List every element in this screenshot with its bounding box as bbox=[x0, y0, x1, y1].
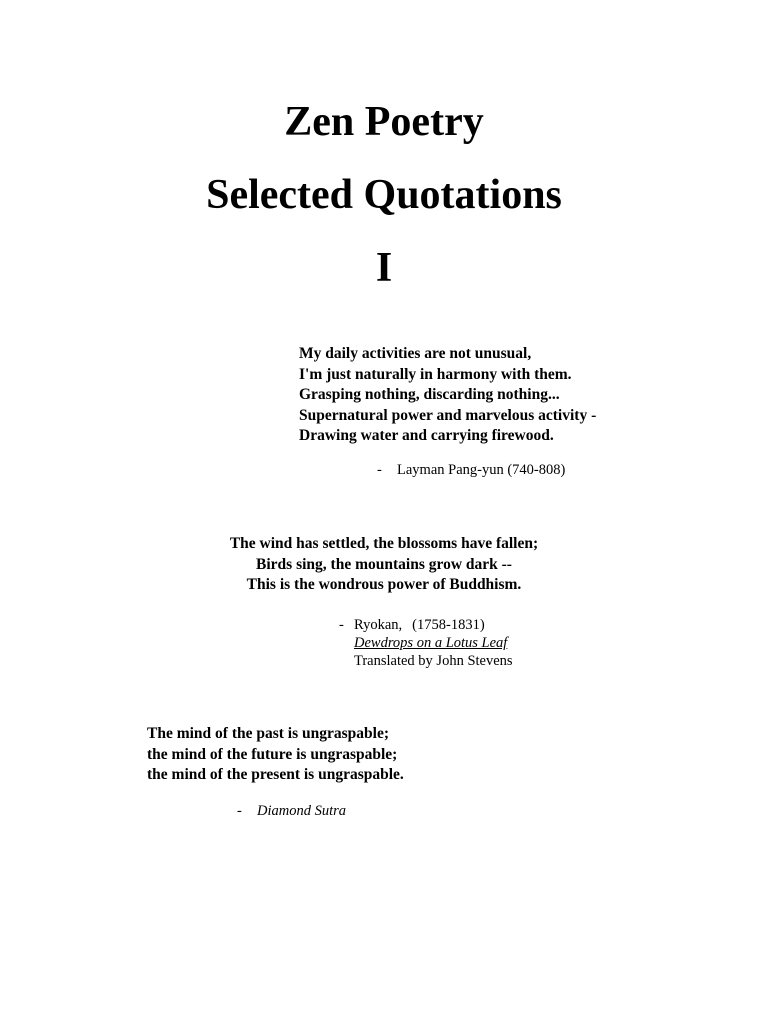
quote-3-verse bbox=[147, 724, 404, 786]
quote-1-attribution bbox=[377, 461, 565, 479]
verse-line: The wind has settled, the blossoms have fallen; bbox=[229, 535, 539, 552]
verse-line: the mind of the future is ungraspable; bbox=[147, 745, 398, 763]
verse-line: Drawing water and carrying firewood. bbox=[299, 427, 554, 444]
quote-2-verse bbox=[0, 534, 768, 596]
verse-line: The mind of the past is ungraspable; bbox=[147, 725, 390, 742]
verse-line: Supernatural power and marvelous activity - bbox=[299, 406, 597, 424]
attribution-translator: Translated by John Stevens bbox=[354, 653, 513, 669]
volume-number: I bbox=[375, 245, 393, 291]
quote-2-attribution bbox=[339, 616, 513, 670]
quote-1-verse bbox=[299, 344, 596, 447]
verse-line: I'm just naturally in harmony with them. bbox=[299, 365, 572, 383]
document-title: Zen Poetry bbox=[284, 99, 484, 145]
verse-line: This is the wondrous power of Buddhism. bbox=[246, 576, 522, 593]
verse-line: My daily activities are not unusual, bbox=[299, 345, 532, 362]
attribution-dash: - bbox=[237, 803, 242, 819]
document-subtitle: Selected Quotations bbox=[206, 172, 562, 218]
quote-3-attribution bbox=[237, 802, 346, 820]
attribution-author: Ryokan, bbox=[354, 617, 403, 633]
attribution-author: Layman Pang-yun (740-808) bbox=[397, 462, 566, 478]
attribution-dash: - bbox=[339, 617, 344, 633]
verse-line: the mind of the present is ungraspable. bbox=[147, 766, 404, 783]
verse-line: Birds sing, the mountains grow dark -- bbox=[256, 555, 512, 573]
attribution-source: Dewdrops on a Lotus Leaf bbox=[354, 635, 508, 651]
attribution-dates: (1758-1831) bbox=[412, 617, 485, 633]
attribution-source: Diamond Sutra bbox=[257, 803, 347, 819]
attribution-dash: - bbox=[377, 462, 382, 478]
verse-line: Grasping nothing, discarding nothing... bbox=[299, 386, 560, 403]
